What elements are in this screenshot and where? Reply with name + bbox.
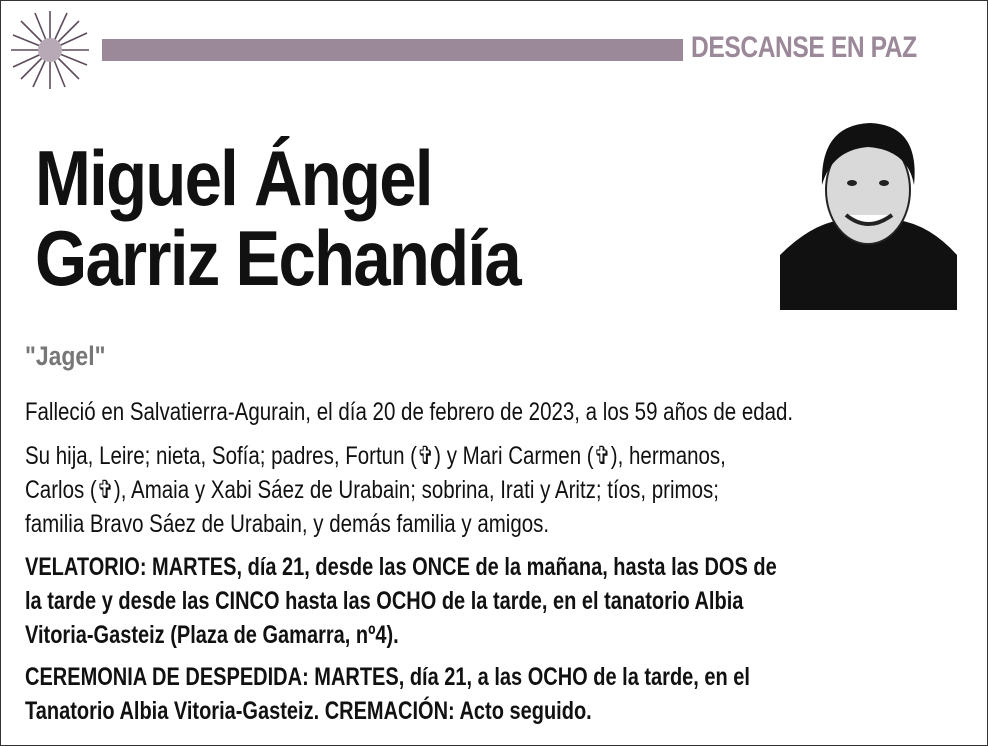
header-label: DESCANSE EN PAZ [691, 31, 917, 64]
wake-line: Vitoria-Gasteiz (Plaza de Gamarra, nº4). [25, 621, 399, 649]
family-line: familia Bravo Sáez de Urabain, y demás familia y amigos. [25, 510, 550, 538]
family-line: Carlos (✞), Amaia y Xabi Sáez de Urabain; sobrina, Irati y Aritz; tíos, primos; [25, 476, 719, 504]
ceremony-line: Tanatorio Albia Vitoria-Gasteiz. CREMACIÓN: Acto seguido. [25, 697, 592, 725]
ceremony-line: CEREMONIA DE DESPEDIDA: MARTES, día 21, a las OCHO de la tarde, en el [25, 663, 750, 691]
deceased-name-line2: Garriz Echandía [35, 214, 520, 302]
thistle-flower-icon [7, 9, 93, 91]
deceased-name-line1: Miguel Ángel [35, 134, 432, 222]
family-line: Su hija, Leire; nieta, Sofía; padres, Fortun (✞) y Mari Carmen (✞), hermanos, [25, 442, 726, 470]
portrait-photo [780, 105, 957, 310]
nickname: "Jagel" [25, 341, 106, 371]
wake-line: la tarde y desde las CINCO hasta las OCHO de la tarde, en el tanatorio Albia [25, 587, 744, 615]
wake-line: VELATORIO: MARTES, día 21, desde las ONCE de la mañana, hasta las DOS de [25, 553, 777, 581]
header-bar [102, 39, 683, 61]
death-notice: Falleció en Salvatierra-Agurain, el día 20 de febrero de 2023, a los 59 años de edad. [25, 398, 794, 426]
